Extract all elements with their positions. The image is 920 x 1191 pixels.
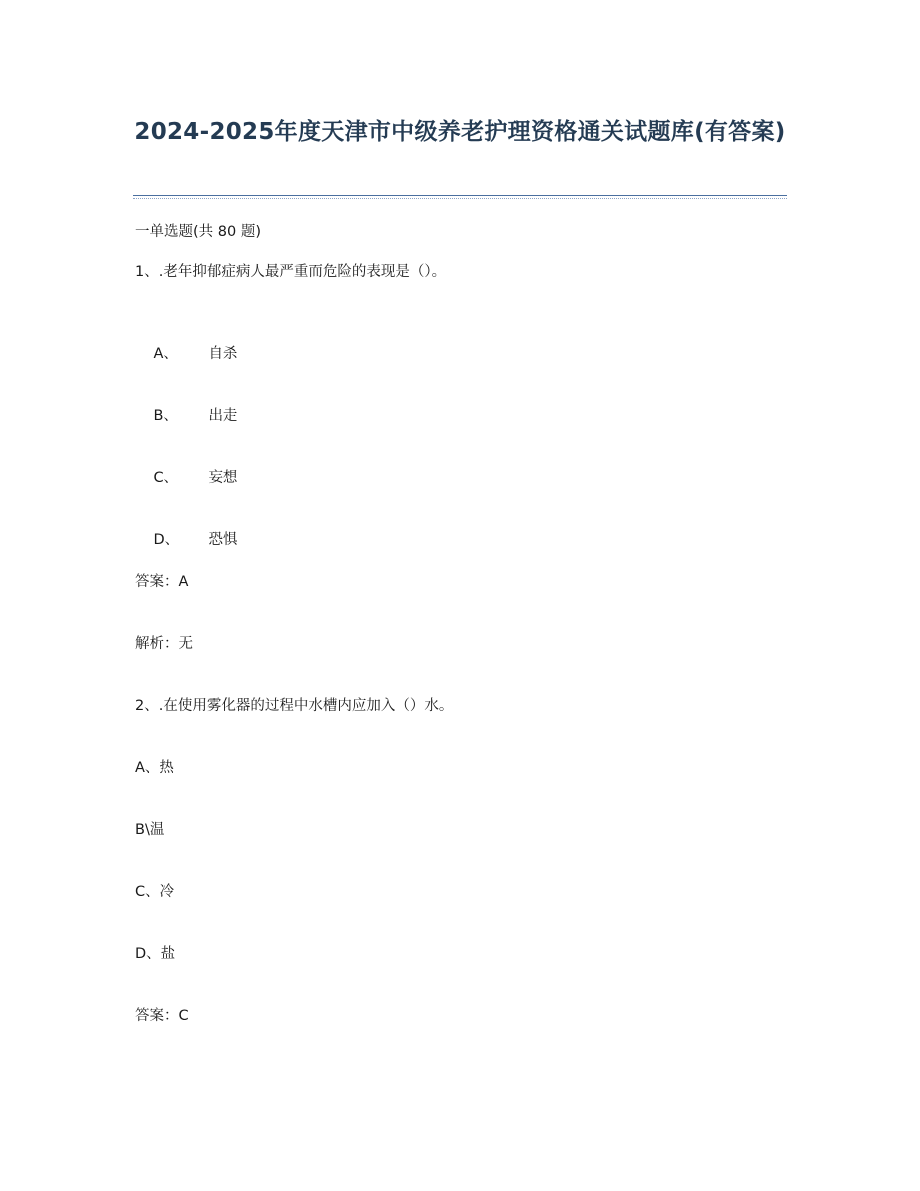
option-text: 自杀 xyxy=(208,346,238,362)
question-2-option-c: C、冷 xyxy=(135,884,175,900)
question-2-option-d: D、盐 xyxy=(135,946,176,962)
document-title: 2024-2025年度天津市中级养老护理资格通关试题库(有答案) xyxy=(134,119,786,145)
question-1-analysis: 解析：无 xyxy=(135,636,193,652)
option-text: 出走 xyxy=(208,408,238,424)
question-2-option-b: B\温 xyxy=(135,822,165,838)
question-1-option-b xyxy=(135,386,237,446)
question-2-answer: 答案：C xyxy=(135,1008,189,1024)
question-2-stem: 2、.在使用雾化器的过程中水槽内应加入（）水。 xyxy=(135,698,454,714)
section-heading: 一单选题(共 80 题) xyxy=(135,224,261,240)
title-divider-dotted xyxy=(133,198,787,199)
option-letter: D、 xyxy=(153,532,180,548)
question-1-option-d xyxy=(135,510,237,570)
question-1-answer: 答案：A xyxy=(135,574,189,590)
question-2-option-a: A、热 xyxy=(135,760,174,776)
title-divider xyxy=(133,195,787,196)
question-1-stem: 1、.老年抑郁症病人最严重而危险的表现是（）。 xyxy=(135,264,447,280)
option-letter: B、 xyxy=(153,408,178,424)
option-text: 妄想 xyxy=(208,470,238,486)
question-1-option-c xyxy=(135,448,237,508)
option-letter: C、 xyxy=(153,470,179,486)
question-1-option-a xyxy=(135,324,237,384)
option-text: 恐惧 xyxy=(208,532,238,548)
option-letter: A、 xyxy=(153,346,178,362)
